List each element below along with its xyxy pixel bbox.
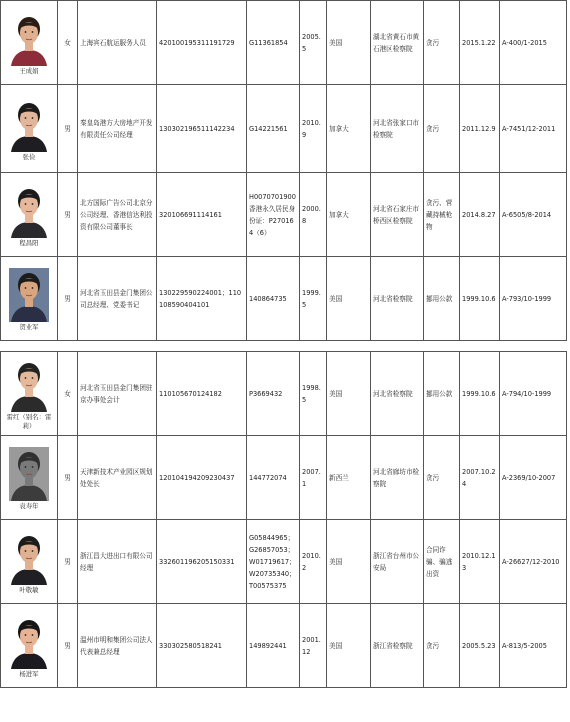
date-cell: 2007.10.24	[460, 436, 500, 520]
sex-cell: 男	[58, 257, 78, 341]
id-number-cell: 330302580518241	[157, 604, 247, 688]
person-name: 程昌阳	[19, 238, 39, 247]
photo-cell	[1, 257, 58, 341]
passport-cell: G05844965；G26857053；W01719617；W20735340；T00575375	[247, 520, 300, 604]
person-name: 贺业军	[19, 322, 39, 331]
portrait-photo	[9, 531, 49, 585]
id-number-cell: 130302196511142234	[157, 85, 247, 173]
position-cell: 上海宾石航运服务人员	[78, 1, 157, 85]
destination-cell: 美国	[327, 604, 371, 688]
table-row	[1, 85, 567, 173]
position-cell: 河北省玉田县金门集团公司总经理、党委书记	[78, 257, 157, 341]
destination-cell: 美国	[327, 257, 371, 341]
sex-cell: 男	[58, 604, 78, 688]
id-number-cell: 120104194209230437	[157, 436, 247, 520]
id-number-cell: 332601196205150331	[157, 520, 247, 604]
year-cell: 1998.5	[300, 352, 327, 436]
agency-cell: 河北省石家庄市桥西区检察院	[371, 173, 424, 257]
passport-cell: 144772074	[247, 436, 300, 520]
passport-cell: 140864735	[247, 257, 300, 341]
position-cell: 河北省玉田县金门集团驻京办事处会计	[78, 352, 157, 436]
charge-cell: 贪污	[424, 85, 460, 173]
photo-cell	[1, 520, 58, 604]
destination-cell: 加拿大	[327, 85, 371, 173]
sex-cell: 女	[58, 1, 78, 85]
row-gap	[1, 341, 567, 352]
sex-cell: 男	[58, 85, 78, 173]
date-cell: 2005.5.23	[460, 604, 500, 688]
destination-cell: 新西兰	[327, 436, 371, 520]
year-cell: 1999.5	[300, 257, 327, 341]
table-row	[1, 1, 567, 85]
notice-cell: A-400/1-2015	[500, 1, 567, 85]
charge-cell: 挪用公款	[424, 352, 460, 436]
charge-cell: 贪污、营藏持械枪物	[424, 173, 460, 257]
photo-cell	[1, 604, 58, 688]
sex-cell: 男	[58, 520, 78, 604]
portrait-photo	[9, 12, 49, 66]
charge-cell: 合同诈骗、骗逃出资	[424, 520, 460, 604]
person-name: 叶敬敏	[19, 585, 39, 594]
id-number-cell: 110105670124182	[157, 352, 247, 436]
destination-cell: 加拿大	[327, 173, 371, 257]
gap-cell	[1, 341, 567, 352]
portrait-photo	[9, 358, 49, 412]
date-cell: 2010.12.13	[460, 520, 500, 604]
photo-cell	[1, 173, 58, 257]
date-cell: 2014.8.27	[460, 173, 500, 257]
notice-cell: A-26627/12-2010	[500, 520, 567, 604]
notice-cell: A-813/5-2005	[500, 604, 567, 688]
table-row	[1, 352, 567, 436]
year-cell: 2010.9	[300, 85, 327, 173]
person-name: 张俭	[22, 152, 36, 161]
date-cell: 2015.1.22	[460, 1, 500, 85]
agency-cell: 浙江省台州市公安局	[371, 520, 424, 604]
sex-cell: 男	[58, 436, 78, 520]
person-name: 王成娟	[19, 66, 39, 75]
notice-cell: A-7451/12-2011	[500, 85, 567, 173]
agency-cell: 湖北省黄石市黄石港区检察院	[371, 1, 424, 85]
year-cell: 2007.1	[300, 436, 327, 520]
destination-cell: 美国	[327, 1, 371, 85]
person-name: 杨进军	[19, 669, 39, 678]
passport-cell: 149892441	[247, 604, 300, 688]
table-row	[1, 520, 567, 604]
agency-cell: 河北省检察院	[371, 257, 424, 341]
portrait-photo	[9, 447, 49, 501]
id-number-cell: 130229590224001；110108590404101	[157, 257, 247, 341]
charge-cell: 挪用公款	[424, 257, 460, 341]
position-cell: 秦皇岛港方大房地产开发有限责任公司经理	[78, 85, 157, 173]
person-name: 雷红（别名：雷莉）	[6, 413, 52, 430]
passport-cell: G11361854	[247, 1, 300, 85]
charge-cell: 贪污	[424, 604, 460, 688]
year-cell: 2001.12	[300, 604, 327, 688]
notice-cell: A-2369/10-2007	[500, 436, 567, 520]
passport-cell: G14221561	[247, 85, 300, 173]
portrait-photo	[9, 184, 49, 238]
person-name: 袁寿年	[19, 501, 39, 510]
sex-cell: 女	[58, 352, 78, 436]
photo-cell	[1, 85, 58, 173]
agency-cell: 浙江省检察院	[371, 604, 424, 688]
passport-cell: P3669432	[247, 352, 300, 436]
notice-cell: A-793/10-1999	[500, 257, 567, 341]
date-cell: 2011.12.9	[460, 85, 500, 173]
position-cell: 浙江昌大进出口有限公司经理	[78, 520, 157, 604]
position-cell: 北方国际广告公司北京分公司经理、香港信达利投资有限公司董事长	[78, 173, 157, 257]
photo-cell	[1, 436, 58, 520]
portrait-photo	[9, 268, 49, 322]
table-row	[1, 257, 567, 341]
table-row	[1, 604, 567, 688]
agency-cell: 河北省张家口市检察院	[371, 85, 424, 173]
destination-cell: 美国	[327, 352, 371, 436]
notice-cell: A-6505/8-2014	[500, 173, 567, 257]
agency-cell: 河北省检察院	[371, 352, 424, 436]
photo-cell	[1, 352, 58, 436]
id-number-cell: 420100195311191729	[157, 1, 247, 85]
destination-cell: 美国	[327, 520, 371, 604]
sex-cell: 男	[58, 173, 78, 257]
table-row	[1, 173, 567, 257]
date-cell: 1999.10.6	[460, 352, 500, 436]
photo-cell	[1, 1, 58, 85]
charge-cell: 贪污	[424, 1, 460, 85]
passport-cell: H0070701900 香港永久居民身份证：P270164（6）	[247, 173, 300, 257]
table-row	[1, 436, 567, 520]
year-cell: 2000.8	[300, 173, 327, 257]
id-number-cell: 320106691114161	[157, 173, 247, 257]
year-cell: 2005.5	[300, 1, 327, 85]
position-cell: 天津新技术产业园区规划处处长	[78, 436, 157, 520]
agency-cell: 河北省廊坊市检察院	[371, 436, 424, 520]
date-cell: 1999.10.6	[460, 257, 500, 341]
charge-cell: 贪污	[424, 436, 460, 520]
table-body	[1, 1, 567, 688]
portrait-photo	[9, 98, 49, 152]
year-cell: 2010.2	[300, 520, 327, 604]
portrait-photo	[9, 615, 49, 669]
position-cell: 温州市明和集团公司法人代表兼总经理	[78, 604, 157, 688]
notice-cell: A-794/10-1999	[500, 352, 567, 436]
